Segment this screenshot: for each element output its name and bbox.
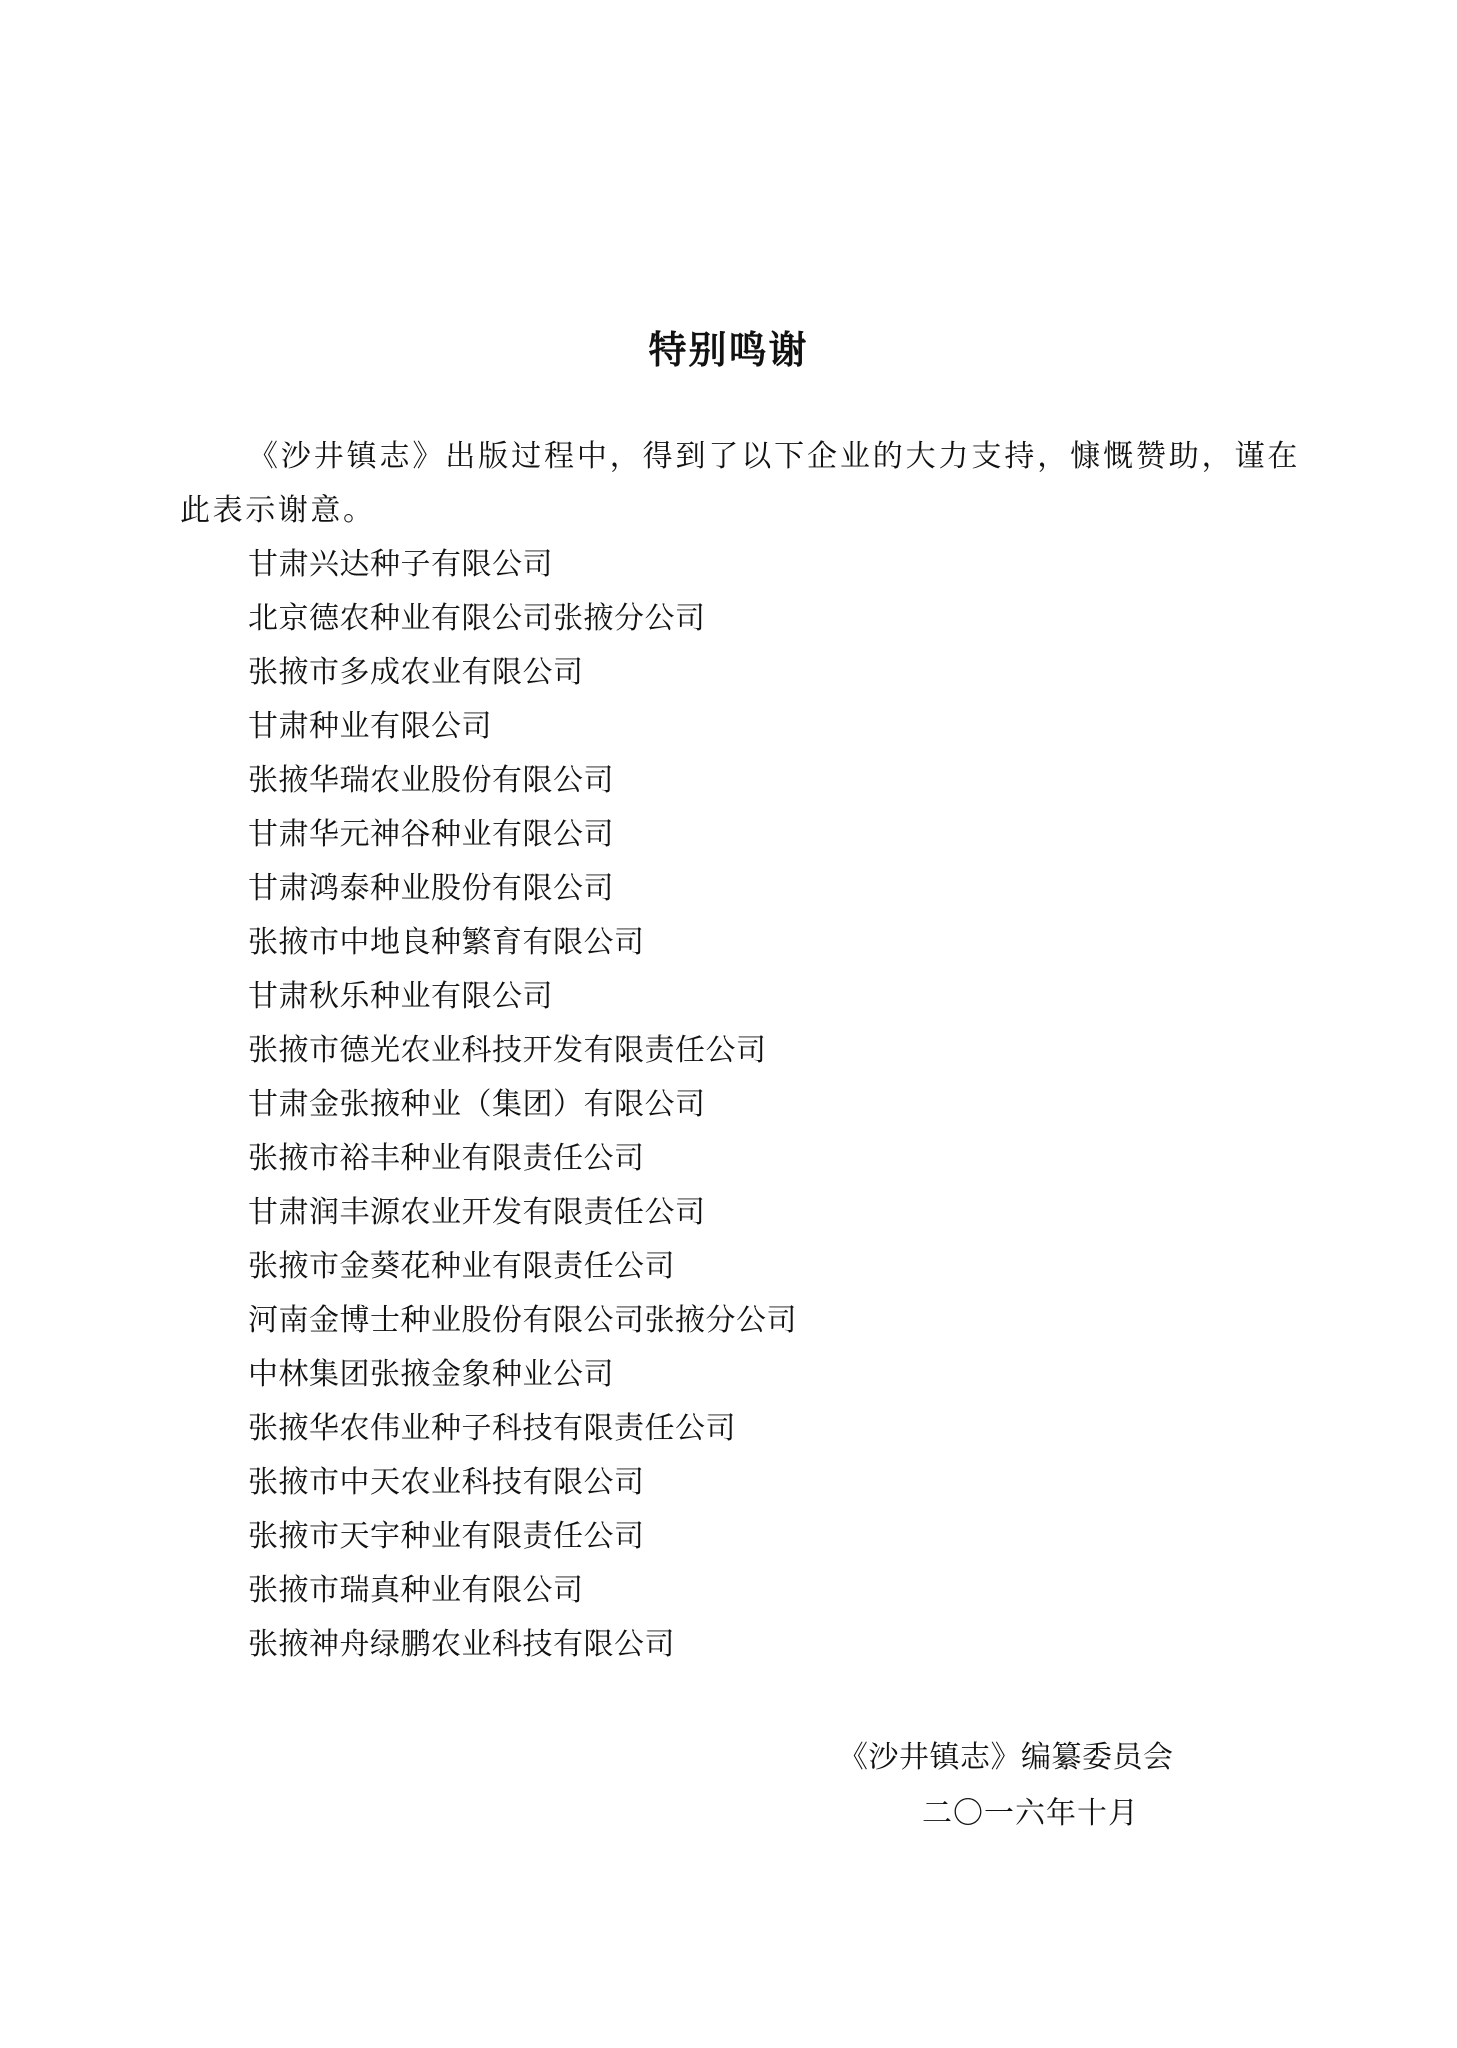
intro-paragraph: 《沙井镇志》出版过程中，得到了以下企业的大力支持，慷慨赞助，谨在此表示谢意。 [180,439,1300,528]
sponsor-item: 甘肃兴达种子有限公司 [248,547,553,582]
signature-committee: 《沙井镇志》编纂委员会 [838,1740,1174,1775]
sponsor-item: 北京德农种业有限公司张掖分公司 [248,601,706,636]
sponsor-item: 河南金博士种业股份有限公司张掖分公司 [248,1303,797,1338]
sponsor-item: 中林集团张掖金象种业公司 [248,1357,614,1392]
sponsor-item: 张掖华农伟业种子科技有限责任公司 [248,1411,736,1446]
sponsor-item: 甘肃金张掖种业（集团）有限公司 [248,1087,706,1122]
sponsor-item: 甘肃秋乐种业有限公司 [248,979,553,1014]
sponsor-item: 甘肃鸿泰种业股份有限公司 [248,871,614,906]
sponsor-item: 张掖市多成农业有限公司 [248,655,584,690]
sponsor-item: 甘肃华元神谷种业有限公司 [248,817,614,852]
sponsor-item: 张掖市金葵花种业有限责任公司 [248,1249,675,1284]
sponsor-item: 张掖市中地良种繁育有限公司 [248,925,645,960]
sponsor-item: 张掖市瑞真种业有限公司 [248,1573,584,1608]
sponsor-item: 张掖市裕丰种业有限责任公司 [248,1141,645,1176]
sponsor-item: 甘肃润丰源农业开发有限责任公司 [248,1195,706,1230]
page-title: 特别鸣谢 [648,328,809,372]
sponsor-item: 张掖市德光农业科技开发有限责任公司 [248,1033,767,1068]
sponsor-item: 张掖华瑞农业股份有限公司 [248,763,614,798]
sponsor-item: 张掖神舟绿鹏农业科技有限公司 [248,1627,675,1662]
sponsor-item: 张掖市天宇种业有限责任公司 [248,1519,645,1554]
sponsor-item: 张掖市中天农业科技有限公司 [248,1465,645,1500]
sponsor-list [248,538,797,1672]
sponsor-item: 甘肃种业有限公司 [248,709,492,744]
signature-date: 二〇一六年十月 [922,1796,1139,1831]
